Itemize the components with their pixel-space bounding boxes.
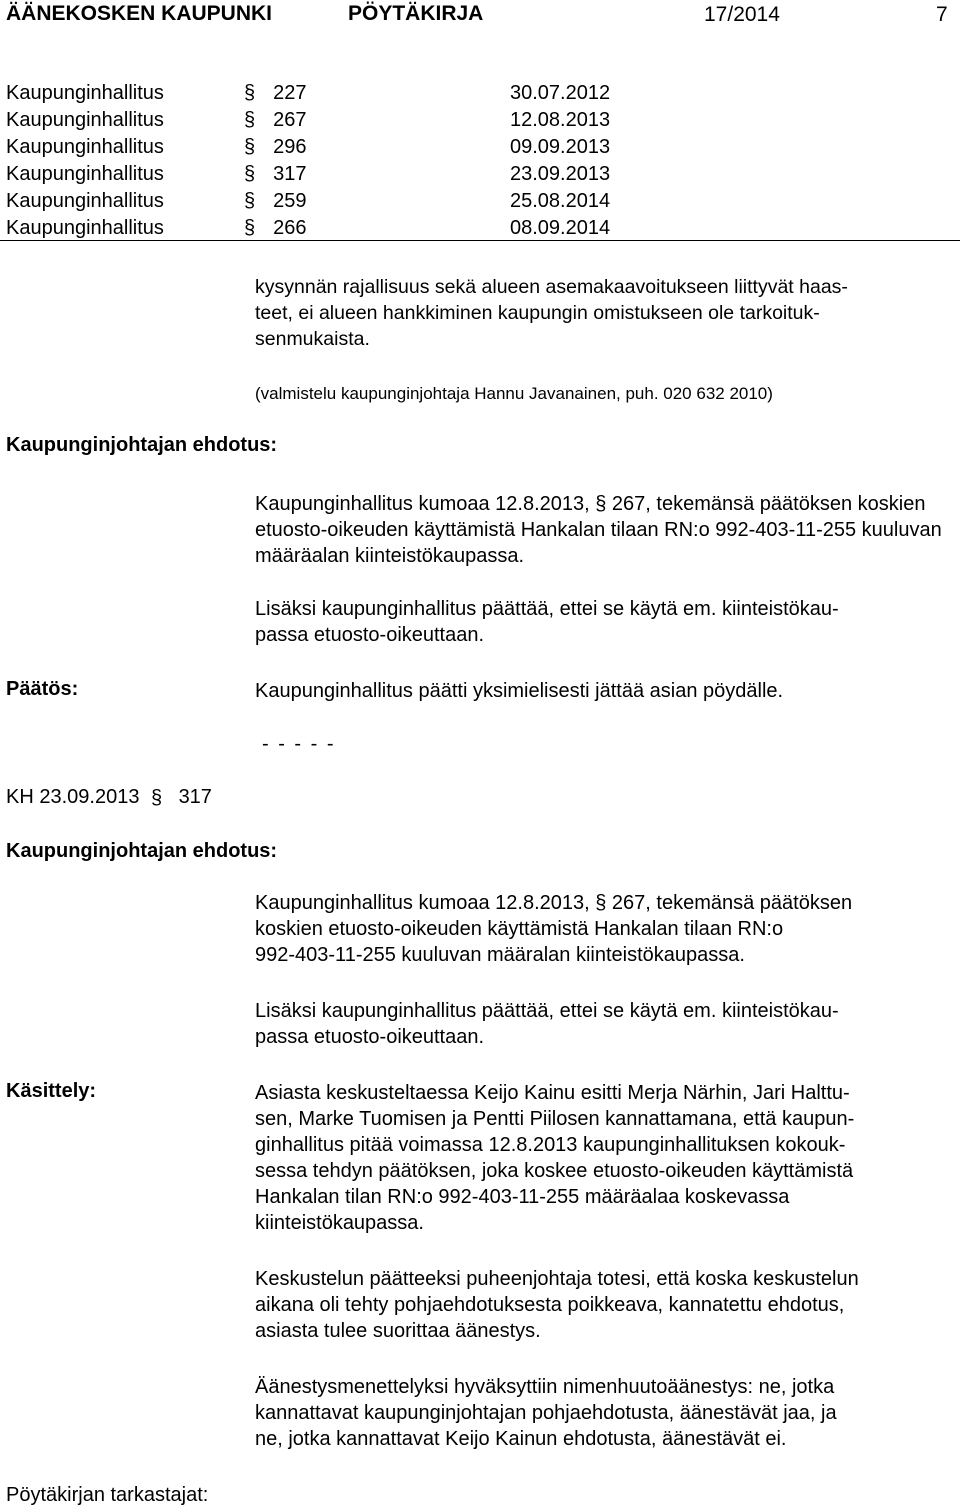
decision-label: Päätös:: [6, 678, 79, 700]
history-section-number: 267: [273, 109, 307, 131]
history-section-number: 296: [273, 136, 307, 158]
proposal-label: Kaupunginjohtajan ehdotus:: [6, 434, 278, 456]
history-body: Kaupunginhallitus: [6, 163, 164, 185]
meeting-section: 317: [178, 786, 212, 808]
history-section: [244, 82, 307, 105]
reviewers-label: Pöytäkirjan tarkastajat:: [6, 1484, 209, 1506]
proposal-paragraph-2: Lisäksi kaupunginhallitus päättää, ettei se käytä em. kiinteistökau- passa etuosto-oikeuttaan.: [255, 598, 839, 646]
page-number: 7: [936, 3, 948, 26]
history-body: Kaupunginhallitus: [6, 82, 164, 104]
history-section: [244, 217, 307, 240]
history-body: Kaupunginhallitus: [6, 109, 164, 131]
section-sign-icon: §: [244, 136, 256, 158]
history-body: Kaupunginhallitus: [6, 217, 164, 239]
proposal-2-text-2: Lisäksi kaupunginhallitus päättää, ettei se käytä em. kiinteistökau- passa etuosto-oikeuttaan.: [255, 1000, 839, 1048]
preparer-note: (valmistelu kaupunginjohtaja Hannu Javanainen, puh. 020 632 2010): [255, 384, 773, 403]
section-sign-icon: [151, 787, 164, 808]
history-section-number: 227: [273, 82, 307, 104]
history-section: [244, 136, 307, 159]
history-divider: [0, 240, 960, 241]
history-date: 23.09.2013: [510, 163, 611, 185]
handling-text-2: Keskustelun päätteeksi puheenjohtaja totesi, että koska keskustelun aikana oli tehty pohjaehdotuksesta poikkeava, kannatettu ehdotus, asiasta tulee suorittaa äänestys.: [255, 1268, 859, 1342]
history-date: 08.09.2014: [510, 217, 611, 239]
meeting-date: KH 23.09.2013: [6, 786, 140, 808]
history-section: [244, 190, 307, 213]
section-sign-icon: §: [244, 217, 256, 239]
proposal-paragraph: [255, 491, 955, 569]
handling-text-3: Äänestysmenettelyksi hyväksyttiin nimenhuutoäänestys: ne, jotka kannattavat kaupunginjohtajan pohjaehdotusta, äänestävät jaa, ja ne, jotka kannattavat Keijo Kainun ehdotusta, äänestävät ei.: [255, 1376, 837, 1450]
section-sign-icon: §: [244, 82, 256, 104]
handling-label: Käsittely:: [6, 1080, 97, 1102]
history-date: 09.09.2013: [510, 136, 611, 158]
section-sign-icon: §: [244, 190, 256, 212]
proposal-2-text: Kaupunginhallitus kumoaa 12.8.2013, § 267, tekemänsä päätöksen koskien etuosto-oikeuden käyttämistä Hankalan tilaan RN:o 992-403-11-255 kuuluvan määralan kiinteistökaupassa.: [255, 892, 853, 966]
handling-text: Asiasta keskusteltaessa Keijo Kainu esitti Merja Närhin, Jari Halttu- sen, Marke Tuomisen ja Pentti Piilosen kannattamana, että kaupun- ginhallitus pitää voimassa 12.8.2013 kaupunginhallituksen kokouk- sessa tehdyn päätöksen, joka koskee etuosto-oikeuden käyttämistä Hankalan tilan RN:o 992-403-11-255 määräalaa koskevassa kiinteistökaupassa.: [255, 1082, 855, 1234]
separator: - - - - -: [262, 733, 336, 755]
doc-number: 17/2014: [704, 3, 780, 26]
doc-type: PÖYTÄKIRJA: [348, 2, 484, 25]
proposal-label-2: Kaupunginjohtajan ehdotus:: [6, 840, 278, 862]
section-sign-icon: §: [244, 109, 256, 131]
history-body: Kaupunginhallitus: [6, 136, 164, 158]
history-section: [244, 163, 307, 186]
intro-text: kysynnän rajallisuus sekä alueen asemakaavoitukseen liittyvät haas- teet, ei alueen hankkiminen kaupungin omistukseen ole tarkoituk- senmukaista.: [255, 276, 848, 350]
section-sign-icon: §: [244, 163, 256, 185]
history-section: [244, 109, 307, 132]
org-name: ÄÄNEKOSKEN KAUPUNKI: [6, 2, 273, 25]
history-section-number: 259: [273, 190, 307, 212]
proposal-text: Kaupunginhallitus kumoaa 12.8.2013, § 267, tekemänsä päätöksen koskien etuosto-oikeuden käyttämistä Hankalan tilaan RN:o 992-403-11-255 kuuluvan määräalan kiinteistökaupassa.: [255, 493, 942, 567]
meeting-ref: [6, 786, 212, 809]
history-date: 25.08.2014: [510, 190, 611, 212]
history-date: 30.07.2012: [510, 82, 611, 104]
svg-text:§: §: [151, 787, 163, 808]
history-section-number: 266: [273, 217, 307, 239]
history-section-number: 317: [273, 163, 307, 185]
decision-text: Kaupunginhallitus päätti yksimielisesti jättää asian pöydälle.: [255, 680, 784, 702]
history-body: Kaupunginhallitus: [6, 190, 164, 212]
history-date: 12.08.2013: [510, 109, 611, 131]
